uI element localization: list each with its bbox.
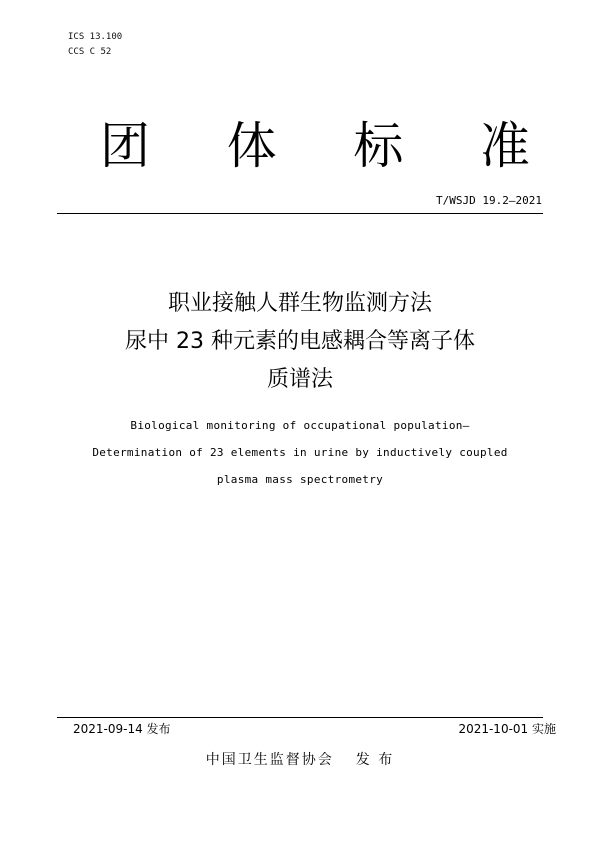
english-title-line-3: plasma mass spectrometry [216, 473, 384, 486]
publisher-name: 中国卫生监督协会 [205, 752, 334, 768]
publisher-line [0, 750, 600, 770]
document-type-title [100, 118, 530, 174]
chinese-title-line-1: 职业接触人群生物监测方法 [167, 291, 432, 316]
chinese-title [0, 285, 600, 399]
ics-code: ICS 13.100 [68, 32, 123, 42]
english-title-line-1: Biological monitoring of occupational population— [130, 419, 470, 432]
doc-type-char-2: 体 [226, 117, 277, 175]
chinese-title-line-3: 质谱法 [266, 367, 333, 392]
ccs-code: CCS C 52 [68, 47, 112, 57]
publisher-action: 发 布 [355, 752, 395, 768]
chinese-title-line-2: 尿中 23 种元素的电感耦合等离子体 [125, 329, 475, 354]
bottom-divider [57, 717, 543, 718]
implementation-date: 2021-10-01 实施 [458, 722, 556, 736]
english-title [0, 412, 600, 493]
doc-type-char-1: 团 [100, 117, 150, 175]
standard-number: T/WSJD 19.2—2021 [436, 194, 542, 207]
classification-codes [68, 30, 122, 60]
english-title-line-2: Determination of 23 elements in urine by inductively coupled [92, 446, 508, 459]
doc-type-char-4: 准 [479, 117, 530, 175]
top-divider [57, 213, 543, 214]
issue-date: 2021-09-14 发布 [73, 722, 171, 736]
doc-type-char-3: 标 [353, 117, 404, 175]
